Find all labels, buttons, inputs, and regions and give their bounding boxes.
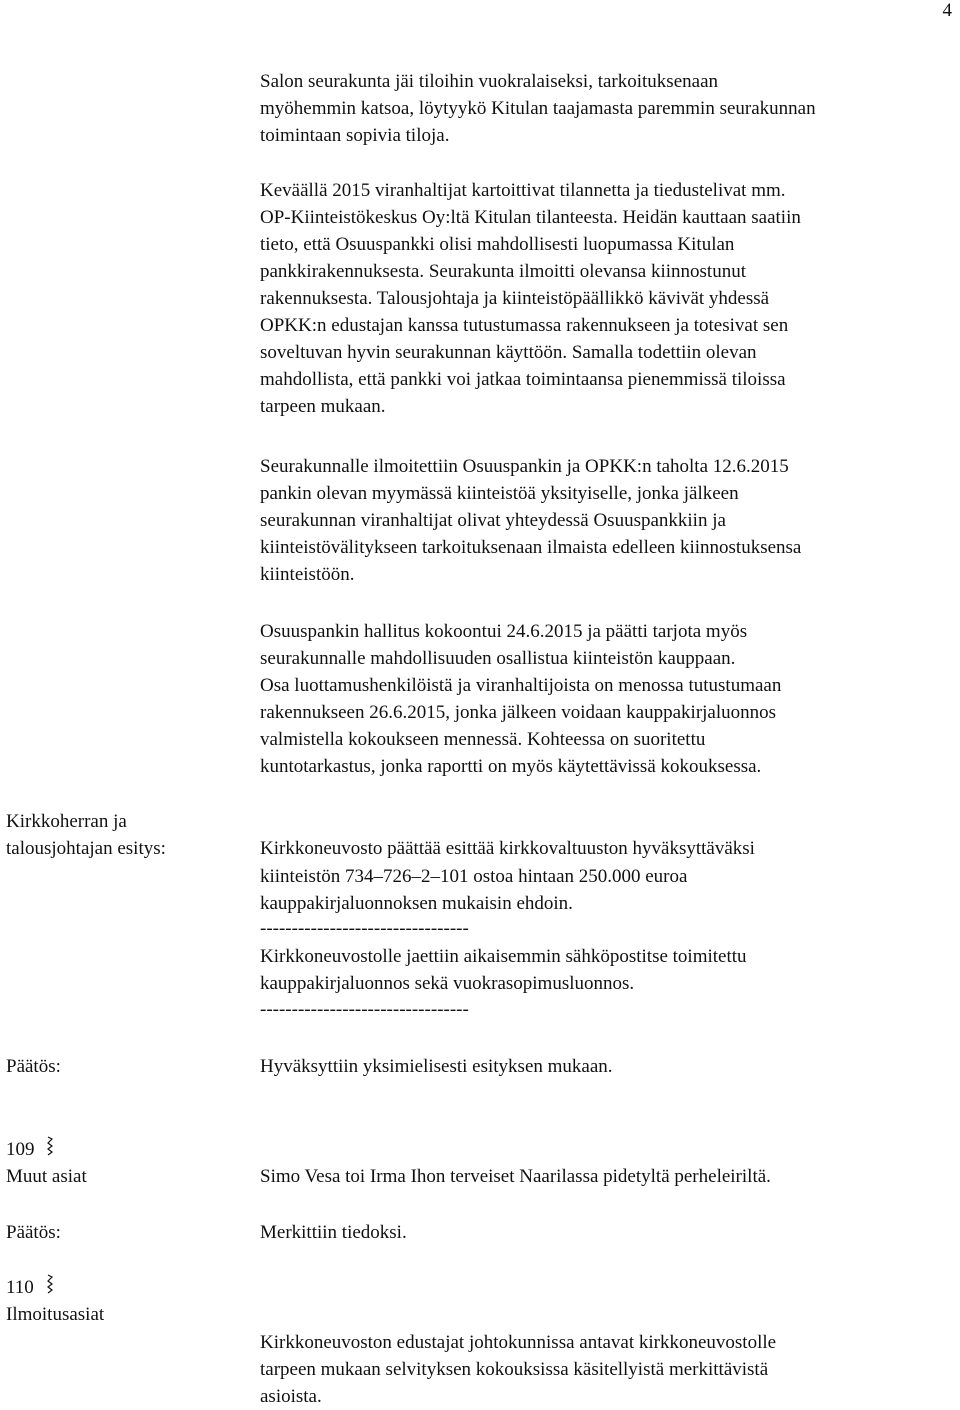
text-line: tieto, että Osuuspankki olisi mahdollisesti luopumassa Kitulan [260,234,735,255]
text-line: mahdollista, että pankki voi jatkaa toimintaansa pienemmissä tiloissa [260,369,786,390]
text-line: seurakunnalle mahdollisuuden osallistua kiinteistön kauppaan. [260,648,736,669]
text-line: pankkirakennuksesta. Seurakunta ilmoitti olevansa kiinnostunut [260,261,746,282]
section-sign-icon [46,1273,54,1295]
text-line: Kirkkoneuvostolle jaettiin aikaisemmin sähköpostitse toimitettu [260,946,747,967]
text-line: seurakunnan viranhaltijat olivat yhteydessä Osuuspankkiin ja [260,510,726,531]
text-line: Osa luottamushenkilöistä ja viranhaltijoista on menossa tutustumaan [260,675,782,696]
label-line: talousjohtajan esitys: [6,838,166,859]
text-line: kiinteistövälitykseen tarkoituksenaan ilmaista edelleen kiinnostuksensa [260,537,802,558]
text-line: OP-Kiinteistökeskus Oy:ltä Kitulan tilanteesta. Heidän kauttaan saatiin [260,207,801,228]
text-line: toimintaan sopivia tiloja. [260,125,450,146]
decision-text: Hyväksyttiin yksimielisesti esityksen mukaan. [260,1056,613,1077]
page-number: 4 [942,0,952,21]
text-line: rakennuksesta. Talousjohtaja ja kiinteistöpäällikkö kävivät yhdessä [260,288,770,309]
decision-text: Merkittiin tiedoksi. [260,1222,407,1243]
section-number: 110 [6,1277,34,1298]
text-line: pankin olevan myymässä kiinteistöä yksityiselle, jonka jälkeen [260,483,739,504]
text-line: tarpeen mukaan selvityksen kokouksissa käsitellyistä merkittävistä [260,1359,769,1380]
text-line: asioista. [260,1386,322,1407]
section-sign-icon [46,1135,54,1157]
text-line: kiinteistön 734–726–2–101 ostoa hintaan 250.000 euroa [260,866,688,887]
text-line: rakennukseen 26.6.2015, jonka jälkeen voidaan kauppakirjaluonnos [260,702,777,723]
section-text: Simo Vesa toi Irma Ihon terveiset Naarilassa pidetyltä perheleiriltä. [260,1166,771,1187]
text-line: myöhemmin katsoa, löytyykö Kitulan taajamasta paremmin seurakunnan [260,98,816,119]
text-line: kuntotarkastus, jonka raportti on myös käytettävissä kokouksessa. [260,756,762,777]
text-line: Osuuspankin hallitus kokoontui 24.6.2015 ja päätti tarjota myös [260,621,748,642]
decision-label: Päätös: [6,1056,61,1077]
section-number: 109 [6,1139,35,1160]
separator-line: --------------------------------- [260,918,469,939]
text-line: kauppakirjaluonnos sekä vuokrasopimusluonnos. [260,973,635,994]
text-line: Keväällä 2015 viranhaltijat kartoittivat tilannetta ja tiedustelivat mm. [260,180,786,201]
text-line: Kirkkoneuvosto päättää esittää kirkkovaltuuston hyväksyttäväksi [260,838,755,859]
text-line: kauppakirjaluonnoksen mukaisin ehdoin. [260,893,573,914]
separator-line: --------------------------------- [260,999,469,1020]
text-line: valmistella kokoukseen mennessä. Kohteessa on suoritettu [260,729,706,750]
text-line: Salon seurakunta jäi tiloihin vuokralaiseksi, tarkoituksenaan [260,71,719,92]
text-line: tarpeen mukaan. [260,396,386,417]
decision-label: Päätös: [6,1222,61,1243]
label-line: Kirkkoherran ja [6,811,127,832]
section-title: Ilmoitusasiat [6,1304,105,1325]
text-line: Kirkkoneuvoston edustajat johtokunnissa antavat kirkkoneuvostolle [260,1332,777,1353]
text-line: Seurakunnalle ilmoitettiin Osuuspankin ja OPKK:n taholta 12.6.2015 [260,456,789,477]
text-line: OPKK:n edustajan kanssa tutustumassa rakennukseen ja totesivat sen [260,315,789,336]
section-title: Muut asiat [6,1166,87,1187]
text-line: kiinteistöön. [260,564,355,585]
text-line: soveltuvan hyvin seurakunnan käyttöön. Samalla todettiin olevan [260,342,757,363]
